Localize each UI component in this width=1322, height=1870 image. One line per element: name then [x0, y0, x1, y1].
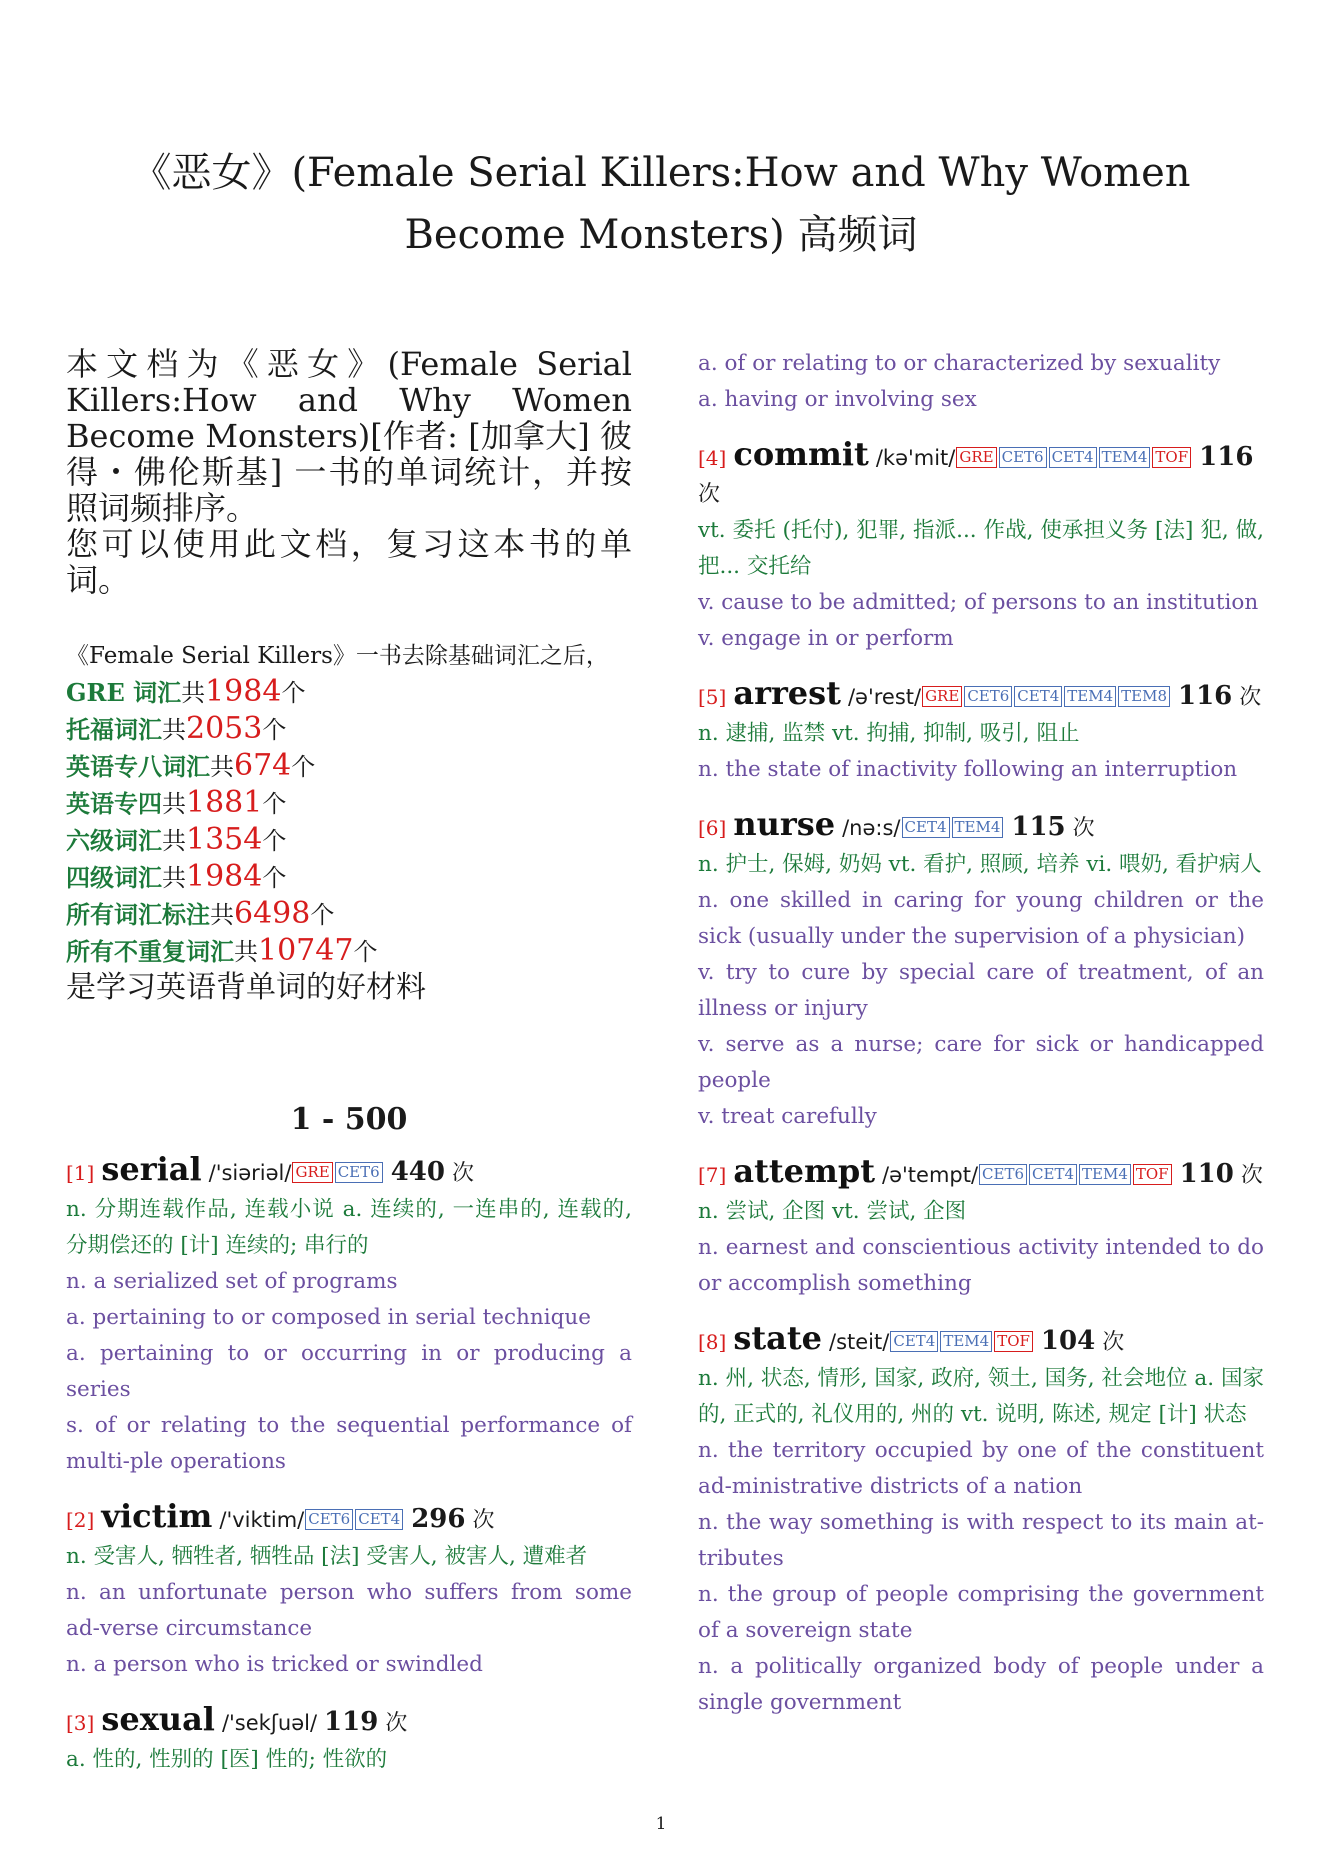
- entry-phonetic: /kə'mit/: [875, 446, 956, 470]
- stat-number: 6498: [234, 896, 311, 931]
- stat-label: 托福词汇: [66, 715, 162, 744]
- entry-frequency: 115: [1011, 812, 1066, 842]
- english-definition: v. treat carefully: [698, 1104, 877, 1129]
- frequency-suffix: 次: [1239, 685, 1262, 710]
- exam-tag: TEM4: [1064, 686, 1116, 707]
- english-definition: s. of or relating to the sequential performance of multi-ple operations: [66, 1413, 632, 1474]
- stat-unit: 个: [262, 827, 287, 855]
- exam-tag: CET6: [305, 1509, 353, 1530]
- stat-verb: 共: [181, 679, 206, 707]
- exam-tag: CET6: [999, 447, 1047, 468]
- stat-number: 674: [234, 748, 292, 783]
- stat-label: GRE 词汇: [66, 678, 182, 707]
- entry-head: [66, 1498, 632, 1539]
- stats-list: [66, 674, 632, 970]
- entry-frequency: 116: [1199, 442, 1254, 472]
- entry-word: serial: [101, 1150, 202, 1188]
- stats-closing: 是学习英语背单词的好材料: [66, 970, 426, 1005]
- english-definition: a. pertaining to or composed in serial technique: [66, 1305, 591, 1330]
- entry-index: [1]: [66, 1161, 95, 1185]
- exam-tag: TEM4: [940, 1331, 992, 1352]
- stat-number: 1984: [186, 859, 263, 894]
- entry-frequency: 440: [390, 1157, 445, 1187]
- english-definition: n. the way something is with respect to its main at-tributes: [698, 1510, 1264, 1571]
- word-entry: [66, 1151, 632, 1480]
- stat-label: 所有不重复词汇: [66, 937, 234, 966]
- frequency-suffix: 次: [698, 482, 721, 507]
- stat-label: 四级词汇: [66, 863, 162, 892]
- stat-number: 1881: [186, 785, 263, 820]
- entry-phonetic: /ə'tempt/: [882, 1163, 979, 1187]
- exam-tag: TOF: [994, 1331, 1033, 1352]
- english-definition: v. try to cure by special care of treatment, of an illness or injury: [698, 960, 1264, 1021]
- chinese-definition: n. 分期连载作品, 连载小说 a. 连续的, 一连串的, 连载的, 分期偿还的 [计] 连续的; 串行的: [66, 1197, 632, 1258]
- range-heading: 1 - 500: [290, 1102, 408, 1137]
- frequency-suffix: 次: [1072, 816, 1095, 841]
- frequency-suffix: 次: [451, 1161, 474, 1186]
- stat-unit: 个: [262, 864, 287, 892]
- stat-verb: 共: [210, 753, 234, 781]
- chinese-definition: n. 尝试, 企图 vt. 尝试, 企图: [698, 1199, 967, 1224]
- entry-index: [4]: [698, 446, 727, 470]
- entry-word: arrest: [733, 674, 841, 712]
- exam-tag: TEM4: [952, 817, 1004, 838]
- intro: [66, 346, 632, 598]
- entries-left: [66, 1151, 632, 1778]
- entry-phonetic: /'siəriəl/: [208, 1161, 292, 1185]
- english-definition: n. a person who is tricked or swindled: [66, 1652, 483, 1677]
- exam-tag: TEM8: [1118, 686, 1170, 707]
- frequency-suffix: 次: [385, 1711, 408, 1736]
- stat-unit: 个: [262, 790, 287, 818]
- stat-verb: 共: [162, 864, 186, 892]
- chinese-definition: vt. 委托 (托付), 犯罪, 指派... 作战, 使承担义务 [法] 犯, 做, 把... 交托给: [698, 518, 1264, 579]
- english-definition: a. having or involving sex: [698, 387, 977, 412]
- stat-label: 六级词汇: [66, 826, 162, 855]
- entry-index: [6]: [698, 816, 727, 840]
- entry-head: [66, 1701, 632, 1742]
- word-entry: [698, 1320, 1264, 1721]
- chinese-definition: a. 性的, 性别的 [医] 性的; 性欲的: [66, 1747, 388, 1772]
- entry-head: [698, 1153, 1264, 1194]
- english-definition: n. the state of inactivity following an interruption: [698, 757, 1238, 782]
- english-definition: n. the territory occupied by one of the constituent ad-ministrative districts of a nation: [698, 1438, 1264, 1499]
- chinese-definition: n. 护士, 保姆, 奶妈 vt. 看护, 照顾, 培养 vi. 喂奶, 看护病人: [698, 852, 1262, 877]
- left-column: [66, 346, 632, 1796]
- page-number: 1: [655, 1814, 667, 1834]
- stat-unit: 个: [353, 938, 378, 966]
- entry-index: [3]: [66, 1711, 95, 1735]
- entry-phonetic: /ə'rest/: [847, 685, 922, 709]
- stat-number: 10747: [258, 933, 354, 968]
- english-definition: v. serve as a nurse; care for sick or handicapped people: [698, 1032, 1264, 1093]
- english-definition: v. engage in or perform: [698, 626, 954, 651]
- exam-tag: TEM4: [1079, 1164, 1131, 1185]
- entry-head: [698, 675, 1264, 716]
- intro-paragraph-2: 您可以使用此文档，复习这本书的单词。: [66, 525, 632, 599]
- word-entry-continued: [698, 346, 1264, 418]
- exam-tag: CET6: [964, 686, 1012, 707]
- entry-word: state: [733, 1319, 823, 1357]
- entry-frequency: 110: [1179, 1159, 1234, 1189]
- english-definition: n. one skilled in caring for young children or the sick (usually under the supervision of a physician): [698, 888, 1264, 949]
- stat-verb: 共: [234, 938, 258, 966]
- entry-head: [698, 1320, 1264, 1361]
- exam-tag: TEM4: [1099, 447, 1151, 468]
- frequency-suffix: 次: [472, 1508, 495, 1533]
- exam-tag: CET6: [335, 1162, 383, 1183]
- intro-paragraph-1: 本文档为《恶女》(Female Serial Killers:How and Why Women Become Monsters)[作者: [加拿大] 彼得・佛伦斯基] 一书的单词统计，并按照词频排序。: [66, 345, 632, 527]
- stat-number: 1354: [186, 822, 263, 857]
- exam-tag: GRE: [922, 686, 962, 707]
- word-entry: [66, 1498, 632, 1683]
- exam-tag: CET4: [355, 1509, 403, 1530]
- english-definition: n. the group of people comprising the government of a sovereign state: [698, 1582, 1264, 1643]
- stat-unit: 个: [291, 753, 316, 781]
- entry-phonetic: /nə:s/: [842, 816, 901, 840]
- exam-tag: CET6: [979, 1164, 1027, 1185]
- chinese-definition: n. 州, 状态, 情形, 国家, 政府, 领土, 国务, 社会地位 a. 国家的, 正式的, 礼仪用的, 州的 vt. 说明, 陈述, 规定 [计] 状态: [698, 1366, 1264, 1427]
- stat-label: 英语专四: [66, 789, 162, 818]
- entry-index: [5]: [698, 685, 727, 709]
- stat-row: [66, 822, 632, 859]
- stat-verb: 共: [162, 790, 186, 818]
- exam-tag: GRE: [292, 1162, 332, 1183]
- entry-head: [66, 1151, 632, 1192]
- right-column: [698, 346, 1264, 1739]
- entry-frequency: 104: [1040, 1326, 1096, 1356]
- entry-frequency: 119: [324, 1707, 379, 1737]
- entry-word: nurse: [733, 805, 836, 843]
- stat-number: 2053: [186, 711, 263, 746]
- entry-phonetic: /'sekʃuəl/: [221, 1711, 318, 1735]
- entry-word: sexual: [101, 1700, 215, 1738]
- entry-word: commit: [733, 435, 869, 473]
- frequency-suffix: 次: [1240, 1163, 1263, 1188]
- english-definition: a. of or relating to or characterized by sexuality: [698, 351, 1221, 376]
- word-entry: [66, 1701, 632, 1778]
- exam-tag: CET4: [1014, 686, 1062, 707]
- word-entry: [698, 675, 1264, 788]
- exam-tag: CET4: [1029, 1164, 1077, 1185]
- chinese-definition: n. 逮捕, 监禁 vt. 拘捕, 抑制, 吸引, 阻止: [698, 721, 1080, 746]
- stat-label: 所有词汇标注: [66, 900, 210, 929]
- stat-row: [66, 674, 632, 711]
- entry-word: victim: [101, 1497, 213, 1535]
- entry-index: [7]: [698, 1163, 727, 1187]
- word-entry: [698, 806, 1264, 1135]
- exam-tag: CET4: [902, 817, 950, 838]
- stat-unit: 个: [281, 679, 306, 707]
- vocabulary-stats: [66, 638, 632, 1006]
- entry-head: [698, 806, 1264, 847]
- word-entry: [698, 1153, 1264, 1302]
- english-definition: a. pertaining to or occurring in or producing a series: [66, 1341, 632, 1402]
- entry-index: [8]: [698, 1330, 727, 1354]
- stat-verb: 共: [162, 716, 186, 744]
- page-title: 《恶女》(Female Serial Killers:How and Why Women Become Monsters) 高频词: [131, 150, 1191, 258]
- entry-index: [2]: [66, 1508, 95, 1532]
- word-entry: [698, 436, 1264, 657]
- stats-lead: 《Female Serial Killers》一书去除基础词汇之后，: [66, 643, 609, 669]
- entry-phonetic: /'viktim/: [219, 1508, 305, 1532]
- stat-row: [66, 785, 632, 822]
- stat-verb: 共: [162, 827, 186, 855]
- entry-head: [698, 436, 1264, 513]
- stat-row: [66, 933, 632, 970]
- english-definition: n. a politically organized body of people under a single government: [698, 1654, 1264, 1715]
- chinese-definition: n. 受害人, 牺牲者, 牺牲品 [法] 受害人, 被害人, 遭难者: [66, 1544, 588, 1569]
- stat-row: [66, 711, 632, 748]
- stat-unit: 个: [310, 901, 335, 929]
- frequency-suffix: 次: [1102, 1330, 1125, 1355]
- stat-number: 1984: [205, 674, 282, 709]
- exam-tag: CET4: [890, 1331, 938, 1352]
- exam-tag: CET4: [1049, 447, 1097, 468]
- stat-row: [66, 748, 632, 785]
- entry-phonetic: /steit/: [829, 1330, 890, 1354]
- stat-row: [66, 896, 632, 933]
- stat-verb: 共: [210, 901, 234, 929]
- exam-tag: GRE: [956, 447, 996, 468]
- entries-right: [698, 346, 1264, 1721]
- stat-unit: 个: [262, 716, 287, 744]
- english-definition: v. cause to be admitted; of persons to an institution: [698, 590, 1259, 615]
- exam-tag: TOF: [1152, 447, 1191, 468]
- english-definition: n. an unfortunate person who suffers from some ad-verse circumstance: [66, 1580, 632, 1641]
- english-definition: n. a serialized set of programs: [66, 1269, 398, 1294]
- stat-label: 英语专八词汇: [66, 752, 210, 781]
- entry-word: attempt: [733, 1152, 876, 1190]
- entry-frequency: 296: [411, 1504, 466, 1534]
- exam-tag: TOF: [1133, 1164, 1172, 1185]
- entry-frequency: 116: [1178, 681, 1233, 711]
- english-definition: n. earnest and conscientious activity intended to do or accomplish something: [698, 1235, 1264, 1296]
- stat-row: [66, 859, 632, 896]
